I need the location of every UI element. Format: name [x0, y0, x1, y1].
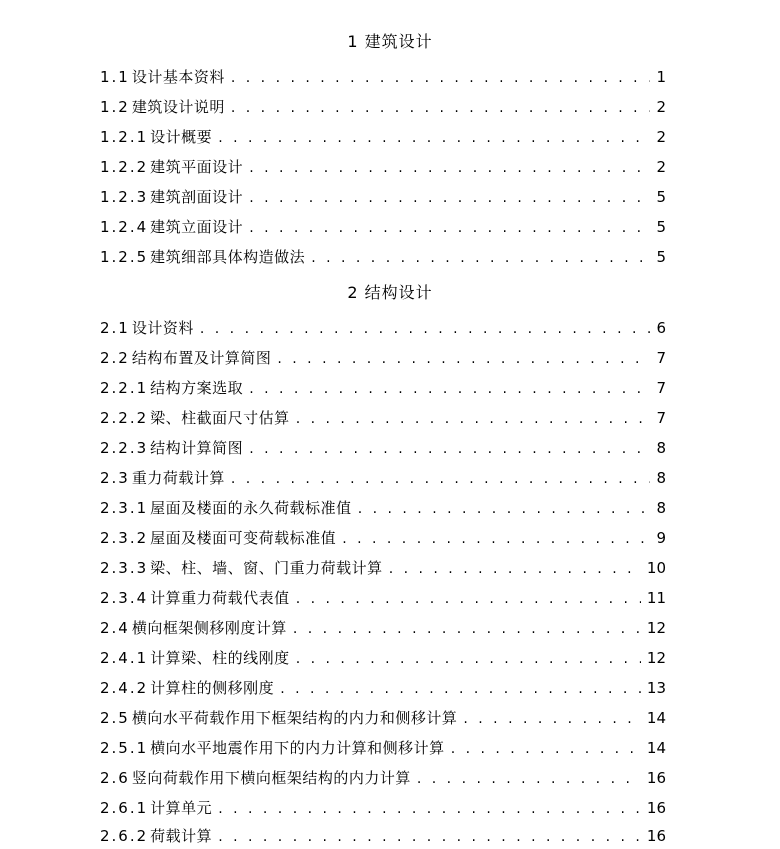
- toc-entry-page: 5: [656, 188, 666, 206]
- dot-leader: [296, 407, 650, 431]
- toc-entry-number: 2.6.2: [100, 827, 149, 845]
- dot-leader: [200, 317, 650, 341]
- toc-entry-title: 设计基本资料: [131, 68, 225, 86]
- toc-entry[interactable]: [100, 556, 666, 580]
- dot-leader: [311, 246, 650, 270]
- toc-entry-number: 2.6: [100, 769, 130, 787]
- toc-entry[interactable]: [100, 245, 666, 269]
- toc-entry-title: 横向水平荷载作用下框架结构的内力和侧移计算: [131, 709, 458, 727]
- toc-entry-number: 2.5.1: [100, 739, 149, 757]
- toc-entry-number: 1.2.1: [100, 128, 149, 146]
- toc-entry-page: 12: [646, 619, 666, 637]
- dot-leader: [358, 497, 650, 521]
- toc-entry-page: 10: [646, 559, 666, 577]
- toc-entry[interactable]: [100, 796, 666, 820]
- dot-leader: [231, 96, 650, 120]
- toc-entry-number: 2.2: [100, 349, 130, 367]
- toc-entry-page: 2: [656, 158, 666, 176]
- toc-entry[interactable]: [100, 466, 666, 490]
- dot-leader: [342, 527, 650, 551]
- toc-entry-number: 1.2: [100, 98, 130, 116]
- toc-entry-title: 计算柱的侧移刚度: [150, 679, 275, 697]
- toc-entry-title: 梁、柱截面尺寸估算: [150, 409, 290, 427]
- dot-leader: [249, 377, 650, 401]
- toc-entry-page: 2: [656, 98, 666, 116]
- toc-entry-page: 14: [646, 739, 666, 757]
- toc-entry-number: 2.3.1: [100, 499, 149, 517]
- toc-entry-title: 横向水平地震作用下的内力计算和侧移计算: [150, 739, 445, 757]
- toc-entry-number: 2.3.3: [100, 559, 149, 577]
- toc-entry-title: 计算单元: [150, 799, 213, 817]
- dot-leader: [231, 467, 650, 491]
- toc-entry-page: 9: [656, 529, 666, 547]
- dot-leader: [463, 707, 641, 731]
- toc-entry[interactable]: [100, 824, 666, 848]
- toc-entry-title: 屋面及楼面的永久荷载标准值: [150, 499, 352, 517]
- toc-entry[interactable]: [100, 436, 666, 460]
- toc-entry-title: 计算重力荷载代表值: [150, 589, 290, 607]
- toc-entry-title: 建筑设计说明: [131, 98, 225, 116]
- toc-entry-title: 建筑立面设计: [150, 218, 244, 236]
- dot-leader: [249, 156, 650, 180]
- toc-entry[interactable]: [100, 676, 666, 700]
- toc-entry-page: 13: [646, 679, 666, 697]
- toc-entry-number: 2.5: [100, 709, 130, 727]
- dot-leader: [249, 216, 650, 240]
- toc-entry-number: 2.2.3: [100, 439, 149, 457]
- toc-entry-title: 结构方案选取: [150, 379, 244, 397]
- toc-entry-number: 1.1: [100, 68, 130, 86]
- toc-entry-number: 2.2.1: [100, 379, 149, 397]
- dot-leader: [218, 126, 650, 150]
- toc-entry[interactable]: [100, 706, 666, 730]
- toc-entry-title: 重力荷载计算: [131, 469, 225, 487]
- toc-entry-title: 屋面及楼面可变荷载标准值: [150, 529, 337, 547]
- dot-leader: [296, 647, 641, 671]
- toc-entry-number: 2.4: [100, 619, 130, 637]
- toc-entry-page: 16: [646, 827, 666, 845]
- dot-leader: [249, 437, 650, 461]
- dot-leader: [417, 767, 641, 791]
- toc-entry[interactable]: [100, 65, 666, 89]
- dot-leader: [293, 617, 641, 641]
- toc-entry-page: 16: [646, 799, 666, 817]
- toc-entry-page: 14: [646, 709, 666, 727]
- toc-entry[interactable]: [100, 736, 666, 760]
- toc-entry[interactable]: [100, 766, 666, 790]
- toc-entry[interactable]: [100, 215, 666, 239]
- toc-entry[interactable]: [100, 526, 666, 550]
- toc-entry-page: 7: [656, 409, 666, 427]
- toc-entry-page: 16: [646, 769, 666, 787]
- toc-entry-title: 建筑剖面设计: [150, 188, 244, 206]
- dot-leader: [277, 347, 650, 371]
- toc-entry[interactable]: [100, 616, 666, 640]
- toc-entry[interactable]: [100, 586, 666, 610]
- toc-entry[interactable]: [100, 496, 666, 520]
- toc-entry-number: 1.2.5: [100, 248, 149, 266]
- toc-entry-page: 7: [656, 379, 666, 397]
- dot-leader: [218, 825, 641, 849]
- dot-leader: [280, 677, 641, 701]
- dot-leader: [389, 557, 641, 581]
- toc-entry-page: 8: [656, 469, 666, 487]
- toc-entry-title: 竖向荷载作用下横向框架结构的内力计算: [131, 769, 411, 787]
- toc-entry[interactable]: [100, 316, 666, 340]
- toc-entry[interactable]: [100, 346, 666, 370]
- dot-leader: [249, 186, 650, 210]
- toc-entry[interactable]: [100, 376, 666, 400]
- toc-entry-number: 2.3.2: [100, 529, 149, 547]
- toc-entry-number: 2.2.2: [100, 409, 149, 427]
- toc-entry-title: 结构布置及计算简图: [131, 349, 272, 367]
- toc-entry[interactable]: [100, 125, 666, 149]
- section-title-architecture: 1 建筑设计: [347, 32, 433, 51]
- toc-entry-title: 横向框架侧移刚度计算: [131, 619, 287, 637]
- toc-entry-number: 2.6.1: [100, 799, 149, 817]
- toc-entry-page: 2: [656, 128, 666, 146]
- toc-entry-title: 计算梁、柱的线刚度: [150, 649, 290, 667]
- dot-leader: [296, 587, 641, 611]
- toc-entry-page: 5: [656, 218, 666, 236]
- toc-entry-number: 1.2.4: [100, 218, 149, 236]
- toc-entry-page: 1: [656, 68, 666, 86]
- toc-entry-number: 2.3: [100, 469, 130, 487]
- toc-entry-title: 设计概要: [150, 128, 213, 146]
- toc-entry-page: 7: [656, 349, 666, 367]
- toc-entry-number: 2.4.2: [100, 679, 149, 697]
- toc-entry-page: 11: [646, 589, 666, 607]
- toc-entry-number: 2.4.1: [100, 649, 149, 667]
- toc-entry-page: 8: [656, 499, 666, 517]
- toc-entry[interactable]: [100, 185, 666, 209]
- toc-entry-page: 12: [646, 649, 666, 667]
- toc-entry-title: 建筑平面设计: [150, 158, 244, 176]
- toc-entry-title: 梁、柱、墙、窗、门重力荷载计算: [150, 559, 383, 577]
- toc-entry-page: 5: [656, 248, 666, 266]
- toc-entry[interactable]: [100, 155, 666, 179]
- section-title-structure: 2 结构设计: [347, 283, 433, 302]
- toc-entry[interactable]: [100, 406, 666, 430]
- toc-entry-number: 2.3.4: [100, 589, 149, 607]
- dot-leader: [231, 66, 650, 90]
- toc-entry-page: 8: [656, 439, 666, 457]
- toc-entry-title: 结构计算简图: [150, 439, 244, 457]
- dot-leader: [451, 737, 641, 761]
- toc-entry[interactable]: [100, 95, 666, 119]
- toc-entry-number: 2.1: [100, 319, 130, 337]
- toc-entry-title: 荷载计算: [150, 827, 213, 845]
- toc-entry-number: 1.2.2: [100, 158, 149, 176]
- toc-entry-page: 6: [656, 319, 666, 337]
- toc-entry-number: 1.2.3: [100, 188, 149, 206]
- dot-leader: [218, 797, 641, 821]
- toc-entry-title: 设计资料: [131, 319, 194, 337]
- toc-entry[interactable]: [100, 646, 666, 670]
- toc-entry-title: 建筑细部具体构造做法: [150, 248, 306, 266]
